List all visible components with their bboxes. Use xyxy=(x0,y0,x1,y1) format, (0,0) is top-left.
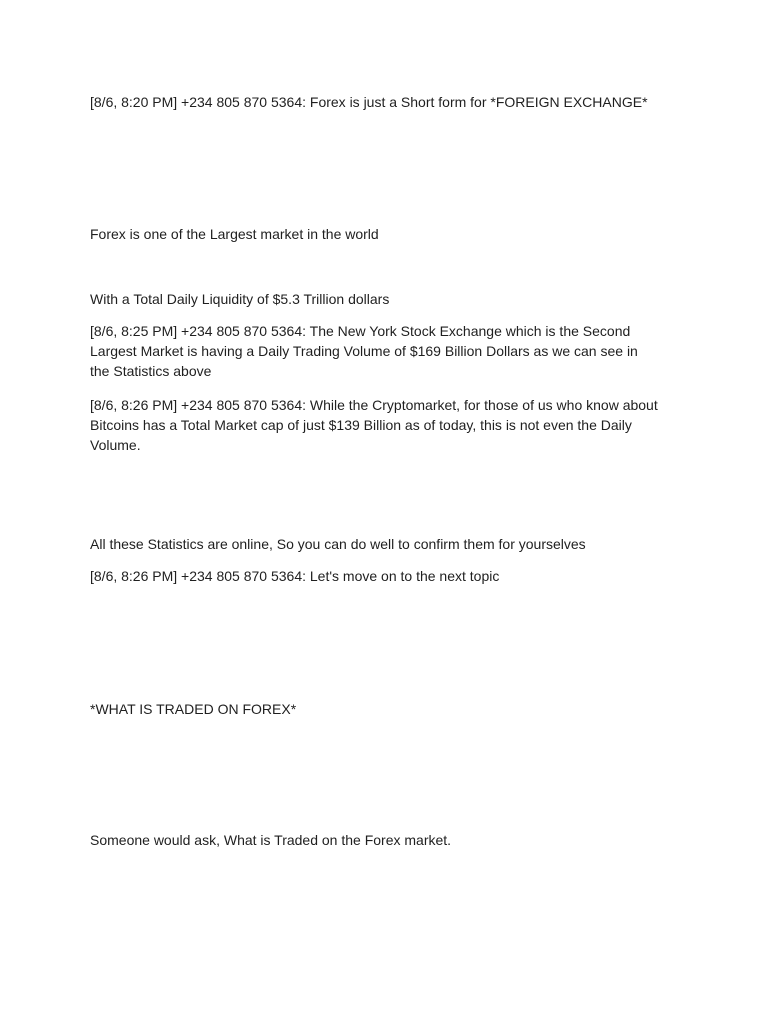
chat-message-paragraph: [8/6, 8:25 PM] +234 805 870 5364: The New York Stock Exchange which is the Second Largest Market is having a Daily Trading Volume of $169 Billion Dollars as we can see in the Statistics above xyxy=(90,323,638,379)
chat-message-paragraph: [8/6, 8:26 PM] +234 805 870 5364: While the Cryptomarket, for those of us who know about Bitcoins has a Total Market cap of just $139 Billion as of today, this is not even the Daily Volume. xyxy=(90,397,658,453)
text-paragraph: Forex is one of the Largest market in the world xyxy=(90,226,379,242)
section-heading: *WHAT IS TRADED ON FOREX* xyxy=(90,701,297,717)
text-paragraph: All these Statistics are online, So you can do well to confirm them for yourselves xyxy=(90,536,586,552)
chat-message-paragraph: [8/6, 8:26 PM] +234 805 870 5364: Let's move on to the next topic xyxy=(90,568,500,584)
chat-message-paragraph: [8/6, 8:20 PM] +234 805 870 5364: Forex is just a Short form for *FOREIGN EXCHANGE* xyxy=(90,94,648,110)
text-paragraph: Someone would ask, What is Traded on the Forex market. xyxy=(90,832,452,848)
text-paragraph: With a Total Daily Liquidity of $5.3 Trillion dollars xyxy=(90,291,390,307)
